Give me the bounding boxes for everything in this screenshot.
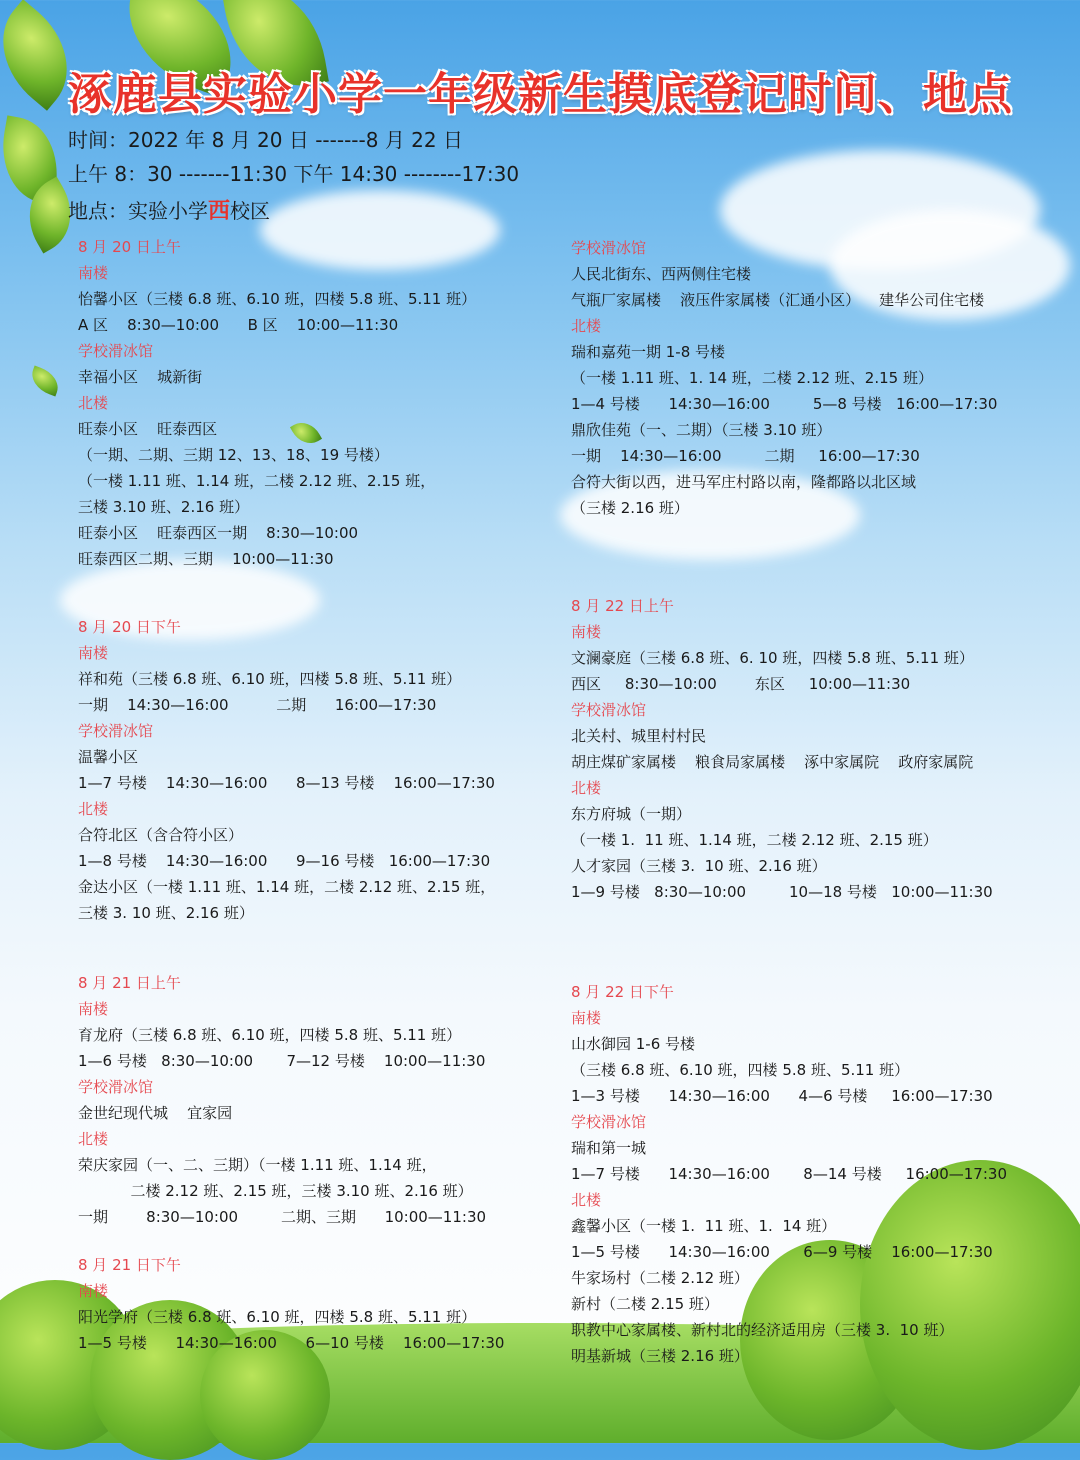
building-label: 北楼 — [571, 779, 602, 797]
schedule-line: 三楼 3.10 班、2.16 班） — [78, 498, 250, 516]
section-heading: 8 月 20 日下午 — [78, 618, 181, 636]
schedule-line: 旺泰小区 旺泰西区 — [78, 420, 218, 438]
building-label: 南楼 — [571, 623, 602, 641]
schedule-line: 旺泰小区 旺泰西区一期 8:30—10:00 — [78, 524, 359, 542]
building-label: 北楼 — [78, 800, 109, 818]
schedule-line: 三楼 3. 10 班、2.16 班） — [78, 904, 254, 922]
schedule-line: 温馨小区 — [78, 748, 139, 766]
building-label: 学校滑冰馆 — [78, 1078, 154, 1096]
schedule-line: 1—6 号楼 8:30—10:00 7—12 号楼 10:00—11:30 — [78, 1052, 486, 1070]
schedule-line: 1—7 号楼 14:30—16:00 8—14 号楼 16:00—17:30 — [571, 1165, 1007, 1183]
building-label: 南楼 — [78, 644, 109, 662]
schedule-line: 明基新城（三楼 2.16 班） — [571, 1347, 749, 1365]
schedule-line: 胡庄煤矿家属楼 粮食局家属楼 涿中家属院 政府家属院 — [571, 753, 974, 771]
schedule-section — [571, 593, 1051, 905]
building-label: 学校滑冰馆 — [571, 1113, 647, 1131]
schedule-line: 一期 8:30—10:00 二期、三期 10:00—11:30 — [78, 1208, 487, 1226]
section-heading: 8 月 22 日上午 — [571, 597, 674, 615]
building-label: 学校滑冰馆 — [571, 239, 647, 257]
schedule-line: （三楼 6.8 班、6.10 班，四楼 5.8 班、5.11 班） — [571, 1061, 910, 1079]
schedule-line: 旺泰西区二期、三期 10:00—11:30 — [78, 550, 334, 568]
schedule-line: 1—5 号楼 14:30—16:00 6—9 号楼 16:00—17:30 — [571, 1243, 993, 1261]
building-label: 学校滑冰馆 — [78, 342, 154, 360]
schedule-line: A 区 8:30—10:00 B 区 10:00—11:30 — [78, 316, 399, 334]
schedule-line: 幸福小区 城新街 — [78, 368, 203, 386]
building-label: 北楼 — [78, 1130, 109, 1148]
location-suffix: 校区 — [230, 199, 271, 223]
building-label: 南楼 — [78, 1282, 109, 1300]
building-label: 学校滑冰馆 — [78, 722, 154, 740]
page-title: 涿鹿县实验小学一年级新生摸底登记时间、地点 — [68, 69, 1013, 120]
time-range: 时间：2022 年 8 月 20 日 -------8 月 22 日 — [68, 128, 463, 152]
schedule-line: 东方府城（一期） — [571, 805, 692, 823]
schedule-line: 新村（二楼 2.15 班） — [571, 1295, 719, 1313]
schedule-line: 金世纪现代城 宜家园 — [78, 1104, 233, 1122]
schedule-line: （三楼 2.16 班） — [571, 499, 689, 517]
schedule-section — [571, 979, 1051, 1369]
schedule-line: （一楼 1. 11 班、1.14 班，二楼 2.12 班、2.15 班） — [571, 831, 938, 849]
schedule-line: 人民北街东、西两侧住宅楼 — [571, 265, 752, 283]
schedule-section — [78, 614, 558, 926]
schedule-line: 一期 14:30—16:00 二期 16:00—17:30 — [78, 696, 437, 714]
schedule-line: （一楼 1.11 班、1.14 班，二楼 2.12 班、2.15 班， — [78, 472, 436, 490]
building-label: 北楼 — [78, 394, 109, 412]
building-label: 南楼 — [78, 264, 109, 282]
location — [68, 194, 270, 225]
section-heading: 8 月 20 日上午 — [78, 238, 181, 256]
schedule-line: 职教中心家属楼、新村北的经济适用房（三楼 3. 10 班） — [571, 1321, 954, 1339]
schedule-line: （一楼 1.11 班、1. 14 班，二楼 2.12 班、2.15 班） — [571, 369, 933, 387]
schedule-section — [78, 1252, 558, 1356]
schedule-line: 1—8 号楼 14:30—16:00 9—16 号楼 16:00—17:30 — [78, 852, 491, 870]
schedule-section — [78, 970, 558, 1230]
schedule-line: 祥和苑（三楼 6.8 班、6.10 班，四楼 5.8 班、5.11 班） — [78, 670, 462, 688]
section-heading: 8 月 22 日下午 — [571, 983, 674, 1001]
schedule-line: 阳光学府（三楼 6.8 班、6.10 班，四楼 5.8 班、5.11 班） — [78, 1308, 477, 1326]
schedule-line: 二楼 2.12 班、2.15 班，三楼 3.10 班、2.16 班） — [78, 1182, 473, 1200]
schedule-line: 西区 8:30—10:00 东区 10:00—11:30 — [571, 675, 911, 693]
building-label: 北楼 — [571, 1191, 602, 1209]
schedule-line: 气瓶厂家属楼 液压件家属楼（汇通小区） 建华公司住宅楼 — [571, 291, 985, 309]
schedule-line: 1—7 号楼 14:30—16:00 8—13 号楼 16:00—17:30 — [78, 774, 495, 792]
schedule-line: 鑫馨小区（一楼 1. 11 班、1. 14 班） — [571, 1217, 837, 1235]
building-label: 南楼 — [571, 1009, 602, 1027]
schedule-line: 牛家场村（二楼 2.12 班） — [571, 1269, 749, 1287]
schedule-line: 怡馨小区（三楼 6.8 班、6.10 班，四楼 5.8 班、5.11 班） — [78, 290, 477, 308]
schedule-line: 文澜豪庭（三楼 6.8 班、6. 10 班，四楼 5.8 班、5.11 班） — [571, 649, 974, 667]
schedule-section — [78, 234, 558, 572]
schedule-line: 1—5 号楼 14:30—16:00 6—10 号楼 16:00—17:30 — [78, 1334, 505, 1352]
location-prefix: 地点：实验小学 — [68, 199, 208, 223]
building-label: 南楼 — [78, 1000, 109, 1018]
schedule-line: 瑞和第一城 — [571, 1139, 647, 1157]
schedule-line: 一期 14:30—16:00 二期 16:00—17:30 — [571, 447, 920, 465]
schedule-line: 瑞和嘉苑一期 1-8 号楼 — [571, 343, 726, 361]
building-label: 学校滑冰馆 — [571, 701, 647, 719]
schedule-line: 1—9 号楼 8:30—10:00 10—18 号楼 10:00—11:30 — [571, 883, 993, 901]
schedule-line: 育龙府（三楼 6.8 班、6.10 班，四楼 5.8 班、5.11 班） — [78, 1026, 462, 1044]
schedule-line: 合符大街以西，进马军庄村路以南，隆都路以北区域 — [571, 473, 917, 491]
section-heading: 8 月 21 日上午 — [78, 974, 181, 992]
schedule-line: 荣庆家园（一、二、三期）（一楼 1.11 班、1.14 班， — [78, 1156, 437, 1174]
hours: 上午 8：30 -------11:30 下午 14:30 --------17:30 — [68, 162, 520, 186]
schedule-line: 金达小区（一楼 1.11 班、1.14 班，二楼 2.12 班、2.15 班， — [78, 878, 496, 896]
section-heading: 8 月 21 日下午 — [78, 1256, 181, 1274]
schedule-line: 鼎欣佳苑（一、二期）（三楼 3.10 班） — [571, 421, 832, 439]
schedule-line: 人才家园（三楼 3. 10 班、2.16 班） — [571, 857, 827, 875]
schedule-section — [571, 235, 1051, 521]
schedule-line: 1—3 号楼 14:30—16:00 4—6 号楼 16:00—17:30 — [571, 1087, 993, 1105]
schedule-line: （一期、二期、三期 12、13、18、19 号楼） — [78, 446, 389, 464]
schedule-line: 北关村、城里村村民 — [571, 727, 707, 745]
schedule-line: 1—4 号楼 14:30—16:00 5—8 号楼 16:00—17:30 — [571, 395, 998, 413]
schedule-line: 合符北区（含合符小区） — [78, 826, 244, 844]
location-highlight: 西 — [208, 199, 231, 224]
building-label: 北楼 — [571, 317, 602, 335]
leaf-icon — [27, 366, 63, 397]
schedule-line: 山水御园 1-6 号楼 — [571, 1035, 696, 1053]
